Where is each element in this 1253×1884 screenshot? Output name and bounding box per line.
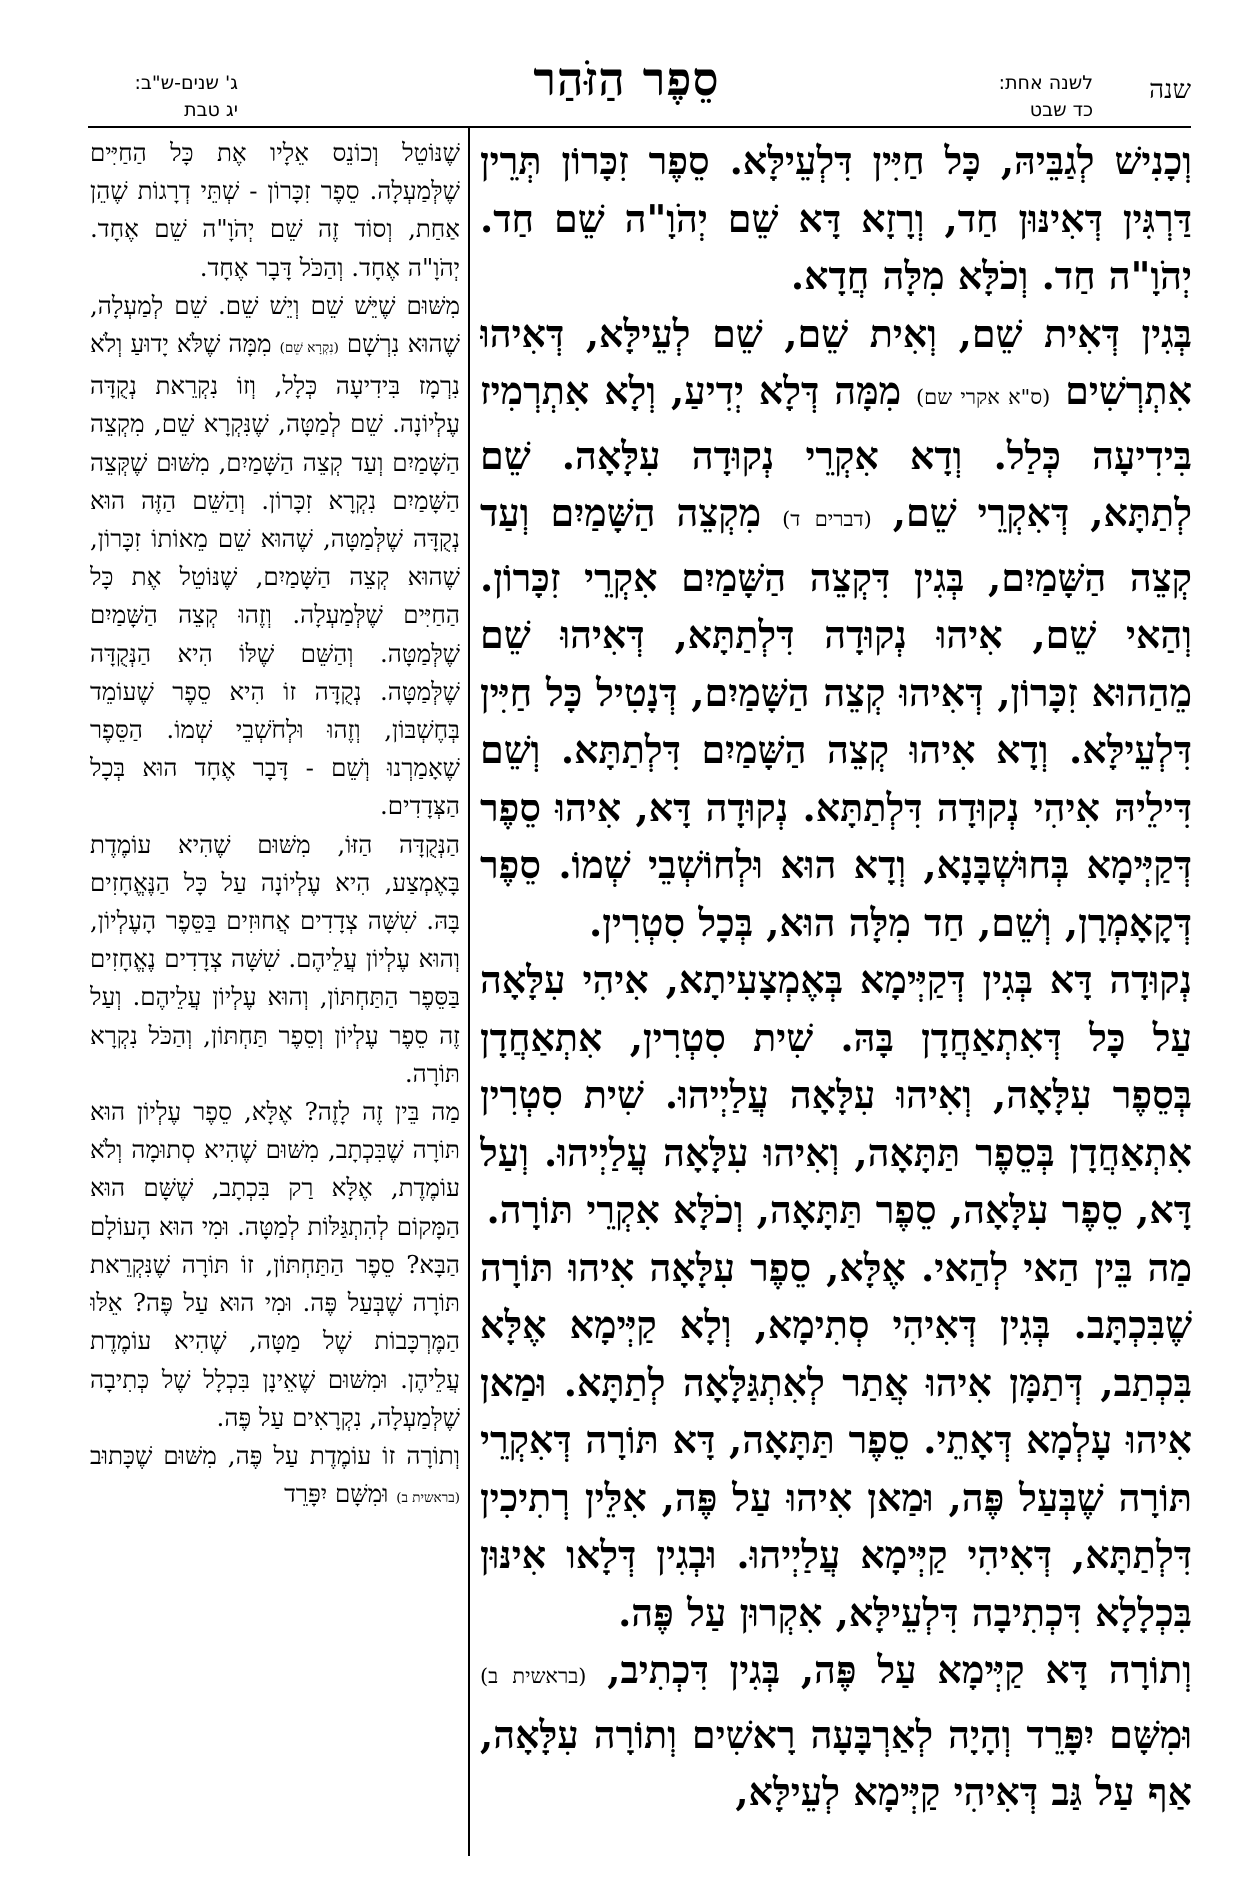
schedule-left-line2: יג טבת bbox=[184, 99, 238, 121]
hebrew-translation-column bbox=[90, 134, 460, 1860]
main-variant-note: (ס"א אקרי שם) bbox=[916, 385, 1051, 409]
side-paragraph-2-part-b: מִמָּה שֶׁלֹּא יָדוּעַ וְלֹא נִרְמָז בִּידִיעָה כְּלָל, וְזוֹ נִקְרֵאת נְקֻדָּה עֶלְיוֹנָה. שֵׁם לְמַטָּה, שֶׁנִּקְרָא שֵׁם, מִקְצֵה הַשָּׁמַיִם וְעַד קְצֵה הַשָּׁמַיִם, מִשּׁוּם שֶׁקְּצֵה הַשָּׁמַיִם נִקְרָא זִכָּרוֹן. וְהַשֵּׁם הַזֶּה הוּא נְקֻדָּה שֶׁלְּמַטָּה, שֶׁהוּא שֵׁם מֵאוֹתוֹ זִכָּרוֹן, שֶׁהוּא קְצֵה הַשָּׁמַיִם, שֶׁנּוֹטֵל אֶת כָּל הַחַיִּים שֶׁלְּמַעְלָה. וְזֶהוּ קְצֵה הַשָּׁמַיִם שֶׁלְּמַטָּה. וְהַשֵּׁם שֶׁלּוֹ הִיא הַנְּקֻדָּה שֶׁלְּמַטָּה. נְקֻדָּה זוֹ הִיא סֵפֶר שֶׁעוֹמֵד בְּחֶשְׁבּוֹן, וְזֶהוּ וּלְחֹשְׁבֵי שְׁמוֹ. הַסֵּפֶר שֶׁאָמַרְנוּ וְשֵׁם - דָּבָר אֶחָד הוּא בְּכָל הַצְּדָדִים. bbox=[90, 329, 460, 821]
main-paragraph-5-part-b: וּמִשָּׁם יִפָּרֵד וְהָיָה לְאַרְבָּעָה רָאשִׁים וְתוֹרָה עִלָּאָה, אַף עַל גַּב דְּאִיהִי קַיְּימָא לְעֵילָּא, bbox=[480, 1711, 1192, 1814]
side-paragraph-1: שֶׁנּוֹטֵל וְכוֹנֵס אֵלָיו אֶת כָּל הַחַיִּים שֶׁלְּמַעְלָה. סֵפֶר זִכָּרוֹן - שְׁתֵּי דְרָגוֹת שֶׁהֵן אַחַת, וְסוֹד זֶה שֵׁם יְהֹוָ"ה שֵׁם אֶחָד. יְהֹוָ"ה אֶחָד. וְהַכֹּל דָּבָר אֶחָד. bbox=[90, 138, 460, 282]
main-paragraph-2-part-c: מִקְצֵה הַשָּׁמַיִם וְעַד קְצֵה הַשָּׁמַיִם, בְּגִין דִּקְצֵה הַשָּׁמַיִם אִקְרֵי זִכָּרוֹן. וְהַאי שֵׁם, אִיהוּ נְקוּדָה דִּלְתַתָּא, דְּאִיהוּ שֵׁם מֵהַהוּא זִכָּרוֹן, דְּאִיהוּ קְצֵה הַשָּׁמַיִם, דְּנָטִיל כָּל חַיִּין דִּלְעֵילָּא. וְדָא אִיהוּ קְצֵה הַשָּׁמַיִם דִּלְתַתָּא. וְשֵׁם דִּילֵיהּ אִיהִי נְקוּדָה דִּלְתַתָּא. נְקוּדָה דָּא, אִיהוּ סֵפֶר דְּקַיְּימָא בְּחוּשְׁבָּנָא, וְדָא הוּא וּלְחוֹשְׁבֵי שְׁמוֹ. סֵפֶר דְּקָאָמְרָן, וְשֵׁם, חַד מִלָּה הוּא, בְּכָל סִטְרִין. bbox=[480, 490, 1192, 945]
side-paragraph-3: הַנְּקֻדָּה הַזּוֹ, מִשּׁוּם שֶׁהִיא עוֹמֶדֶת בָּאֶמְצַע, הִיא עֶלְיוֹנָה עַל כָּל הַנֶּאֱחָזִים בָּהּ. שִׁשָּׁה צְדָדִים אֲחוּזִים בַּסֵּפֶר הָעֶלְיוֹן, וְהוּא עֶלְיוֹן עֲלֵיהֶם. שִׁשָּׁה צְדָדִים נֶאֱחָזִים בַּסֵּפֶר הַתַּחְתּוֹן, וְהוּא עֶלְיוֹן עֲלֵיהֶם. וְעַל זֶה סֵפֶר עֶלְיוֹן וְסֵפֶר תַּחְתּוֹן, וְהַכֹּל נִקְרָא תּוֹרָה. bbox=[90, 829, 460, 1088]
main-paragraph-3: נְקוּדָה דָּא בְּגִין דְּקַיְּימָא בְּאֶמְצָעִיתָא, אִיהִי עִלָּאָה עַל כָּל דְּאִתְאַחֲדָן בָּהּ. שִׁית סִטְרִין, אִתְאַחֲדָן בְּסֵפֶר עִלָּאָה, וְאִיהוּ עִלָּאָה עֲלַיְיהוּ. שִׁית סִטְרִין אִתְאַחֲדָן בְּסֵפֶר תַּתָּאָה, וְאִיהוּ עִלָּאָה עֲלַיְיהוּ. וְעַל דָּא, סֵפֶר עִלָּאָה, סֵפֶר תַּתָּאָה, וְכֹלָּא אִקְרֵי תּוֹרָה. bbox=[480, 957, 1192, 1232]
schedule-left-line1: ג' שנים-ש"ב: bbox=[134, 72, 238, 94]
main-paragraph-1: וְכָנִישׁ לְגַבֵּיהּ, כָּל חַיִּין דִּלְעֵילָּא. סֵפֶר זִכָּרוֹן תְּרֵין דַּרְגִּין דְּאִינּוּן חַד, וְרָזָא דָּא שֵׁם יְהֹוָ"ה שֵׁם חַד. יְהֹוָ"ה חַד. וְכֹלָּא מִלָּה חֲדָא. bbox=[480, 138, 1192, 298]
side-paragraph-5-part-b: וּמִשָּׁם יִפָּרֵד bbox=[284, 1479, 389, 1509]
main-paragraph-2-part-a: בְּגִין דְּאִית שֵׁם, וְאִית שֵׁם, שֵׁם לְעֵילָּא, דְּאִיהוּ אִתְרְשִׁים bbox=[480, 310, 1192, 413]
side-paragraph-4: מַה בֵּין זֶה לָזֶה? אֶלָּא, סֵפֶר עֶלְיוֹן הוּא תּוֹרָה שֶׁבִּכְתָב, מִשּׁוּם שֶׁהִיא סְתוּמָה וְלֹא עוֹמֶדֶת, אֶלָּא רַק בִּכְתָב, שֶׁשָּׁם הוּא הַמָּקוֹם לְהִתְגַּלּוֹת לְמַטָּה. וּמִי הוּא הָעוֹלָם הַבָּא? סֵפֶר הַתַּחְתּוֹן, זוֹ תּוֹרָה שֶׁנִּקְרֵאת תּוֹרָה שֶׁבְּעַל פֶּה. וּמִי הוּא עַל פֶּה? אֵלּוּ הַמֶּרְכָּבוֹת שֶׁל מַטָּה, שֶׁהִיא עוֹמֶדֶת עֲלֵיהֶן. וּמִשּׁוּם שֶׁאֵינָן בִּכְלָל שֶׁל כְּתִיבָה שֶׁלְּמַעְלָה, נִקְרָאִים עַל פֶּה. bbox=[90, 1097, 460, 1432]
side-paragraph-5-part-a: וְתוֹרָה זוֹ עוֹמֶדֶת עַל פֶּה, מִשּׁוּם שֶׁכָּתוּב bbox=[90, 1440, 460, 1470]
main-paragraph-4: מַה בֵּין הַאי לְהַאי. אֶלָּא, סֵפֶר עִלָּאָה אִיהוּ תּוֹרָה שֶׁבִּכְתָּב. בְּגִין דְּאִיהִי סְתִימָא, וְלָא קַיְּימָא אֶלָּא בִּכְתַב, דְּתַמָּן אִיהוּ אֲתַר לְאִתְגַּלָּאָה לְתַתָּא. וּמַאן אִיהוּ עָלְמָא דְּאָתֵי. סֵפֶר תַּתָּאָה, דָּא תּוֹרָה דְּאִקְרֵי תּוֹרָה שֶׁבְּעַל פֶּה, וּמַאן אִיהוּ עַל פֶּה, אִלֵּין רְתִיכִין דִּלְתַתָּא, דְּאִיהִי קַיְּימָא עֲלַיְיהוּ. וּבְגִין דְּלָאו אִינּוּן בִּכְלָלָא דִּכְתִיבָה דִּלְעֵילָּא, אִקְרוּן עַל פֶּה. bbox=[480, 1244, 1192, 1635]
schedule-right-line1: לשנה אחת: bbox=[998, 72, 1093, 94]
main-verse-reference: (דברים ד) bbox=[782, 507, 872, 531]
reading-schedule-left bbox=[88, 70, 238, 124]
main-paragraph-2 bbox=[480, 305, 1192, 952]
year-label: שנה bbox=[1149, 75, 1191, 105]
page-header bbox=[0, 0, 1253, 121]
main-verse-reference-2: (בראשית ב) bbox=[480, 1664, 587, 1688]
side-verse-reference: (בראשית ב) bbox=[396, 1490, 460, 1507]
main-paragraph-2-part-b: מִמָּה דְּלָא יְדִיעַ, וְלָא אִתְרְמִיז בִּידִיעָה כְּלַל. וְדָא אִקְרֵי נְקוּדָה עִלָּאָה. שֵׁם לְתַתָּא, דְּאִקְרֵי שֵׁם, bbox=[480, 368, 1192, 535]
main-aramaic-column bbox=[480, 132, 1192, 1862]
header-rule bbox=[88, 126, 1191, 128]
main-paragraph-5-part-a: וְתוֹרָה דָּא קַיְּימָא עַל פֶּה, בְּגִין דִּכְתִיב, bbox=[607, 1647, 1192, 1692]
page-title: סֵפֶר הַזֹּהַר bbox=[533, 52, 720, 106]
column-divider bbox=[468, 128, 470, 1856]
side-paragraph-5 bbox=[90, 1437, 460, 1517]
main-paragraph-5 bbox=[480, 1641, 1192, 1821]
schedule-right-line2: כד שבט bbox=[1029, 99, 1093, 121]
side-paragraph-2 bbox=[90, 287, 460, 826]
side-variant-note: (נִקְרָא שֵׁם) bbox=[279, 340, 339, 357]
side-paragraph-2-part-a: מִשּׁוּם שֶׁיֵּשׁ שֵׁם וְיֵשׁ שֵׁם. שֵׁם לְמַעְלָה, שֶׁהוּא נִרְשָׁם bbox=[90, 290, 460, 359]
